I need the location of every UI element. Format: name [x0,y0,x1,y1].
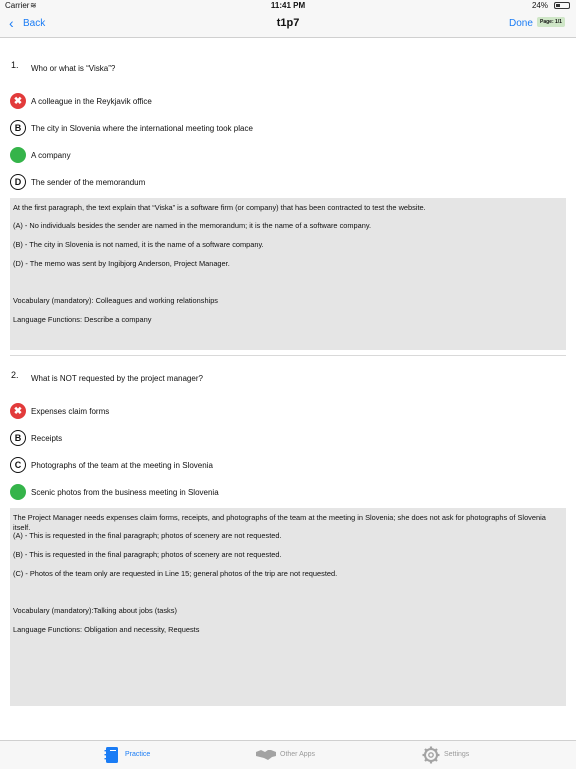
explanation-text: The Project Manager needs expenses claim forms, receipts, and photographs of the team at the meeting in Slovenia; she does not ask for photographs of Slovenia itself. [13,513,546,532]
battery-icon [554,2,570,9]
correct-answer-icon [10,147,26,163]
question-text: Who or what is “Viska”? [31,64,116,73]
option-c[interactable] [10,147,550,163]
status-bar [0,0,576,12]
tab-practice[interactable] [104,741,184,769]
divider [10,355,566,356]
letter-b-icon: B [10,120,26,136]
option-label: Scenic photos from the business meeting in Slovenia [31,488,219,497]
tab-label: Practice [125,751,151,758]
option-label: A company [31,151,71,160]
option-b[interactable] [10,120,550,136]
explanation-text: (B) - The city in Slovenia is not named, it is the name of a software company. [13,240,264,249]
notebook-icon [104,746,120,764]
tab-bar [0,740,576,769]
language-functions-text: Language Functions: Describe a company [13,315,152,324]
letter-d-icon: D [10,174,26,190]
language-functions-text: Language Functions: Obligation and necessity, Requests [13,625,200,634]
letter-b-icon: B [10,430,26,446]
option-d[interactable] [10,484,550,500]
tab-settings[interactable] [422,741,502,769]
option-label: The city in Slovenia where the international meeting took place [31,124,253,133]
question-number: 1. [11,60,19,70]
tab-other-apps[interactable] [256,741,336,769]
battery-percent: 24% [531,1,548,10]
explanation-text: (C) - Photos of the team only are requested in Line 15; general photos of the trip are not requested. [13,569,338,578]
page-title: t1p7 [276,17,300,29]
page-indicator-badge: Page: 1/1 [537,17,565,27]
carrier-label: Carrier [5,1,30,10]
tab-label: Other Apps [280,751,316,758]
wrong-answer-icon: ✖ [10,93,26,109]
wrong-answer-icon: ✖ [10,403,26,419]
back-label: Back [23,18,46,29]
explanation-text: (A) - This is requested in the final paragraph; photos of scenery are not requested. [13,531,282,540]
letter-c-icon: C [10,457,26,473]
correct-answer-icon [10,484,26,500]
tab-label: Settings [444,751,470,758]
wifi-icon: ≋ [30,1,37,10]
navigation-bar [0,12,576,38]
option-label: A colleague in the Reykjavik office [31,97,152,106]
explanation-text: (B) - This is requested in the final paragraph; photos of scenery are not requested. [13,550,282,559]
option-b[interactable] [10,430,550,446]
explanation-text: (A) - No individuals besides the sender are named in the memorandum; it is the name of a software company. [13,221,372,230]
option-a[interactable] [10,403,550,419]
explanation-box [10,198,566,350]
option-label: The sender of the memorandum [31,178,146,187]
done-button[interactable]: Done [509,18,533,29]
gear-icon [422,746,440,764]
option-a[interactable] [10,93,550,109]
vocabulary-text: Vocabulary (mandatory): Colleagues and working relationships [13,296,218,305]
option-label: Expenses claim forms [31,407,110,416]
question-number: 2. [11,370,19,380]
explanation-text: At the first paragraph, the text explain that “Viska” is a software firm (or company) that has been contracted to test the website. [13,203,426,212]
option-c[interactable] [10,457,550,473]
handshake-icon [256,748,276,760]
clock: 11:41 PM [270,1,306,10]
option-d[interactable] [10,174,550,190]
explanation-box [10,508,566,706]
option-label: Photographs of the team at the meeting in Slovenia [31,461,213,470]
option-label: Receipts [31,434,63,443]
chevron-left-icon: ‹ [9,15,14,31]
question-text: What is NOT requested by the project manager? [31,374,203,383]
explanation-text: (D) - The memo was sent by Ingibjorg Anderson, Project Manager. [13,259,230,268]
vocabulary-text: Vocabulary (mandatory):Talking about jobs (tasks) [13,606,177,615]
